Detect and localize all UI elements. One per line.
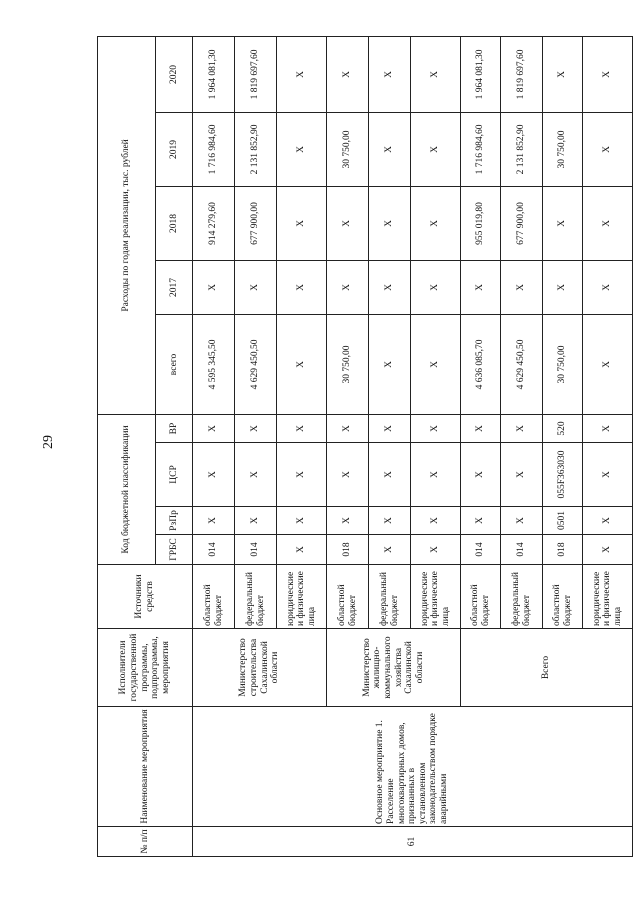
y2019-cell: 30 750,00 <box>543 112 583 186</box>
y2020-cell: Х <box>411 36 461 112</box>
total-cell: 30 750,00 <box>543 314 583 414</box>
vr-cell: Х <box>277 414 327 442</box>
y2018-cell: Х <box>327 186 369 260</box>
executor-construction: Министерство строительства Сахалинской области <box>193 629 327 707</box>
rzpr-cell: Х <box>411 507 461 535</box>
grbs-cell: Х <box>411 535 461 565</box>
header-grbs: ГРБС <box>156 535 193 565</box>
rzpr-cell: Х <box>327 507 369 535</box>
csr-cell: Х <box>583 443 633 507</box>
y2018-cell: Х <box>369 186 411 260</box>
vr-cell: Х <box>501 414 543 442</box>
grbs-cell: 014 <box>501 535 543 565</box>
total-cell: 4 629 450,50 <box>501 314 543 414</box>
rzpr-cell: Х <box>583 507 633 535</box>
y2020-cell: Х <box>543 36 583 112</box>
rzpr-cell: Х <box>369 507 411 535</box>
executor-housing: Министерство жилищно-коммунального хозяйства Сахалинской области <box>327 629 461 707</box>
header-vr: ВР <box>156 414 193 442</box>
grbs-cell: 018 <box>543 535 583 565</box>
vr-cell: Х <box>369 414 411 442</box>
header-expenses-group: Расходы по годам реализации, тыс. рублей <box>98 36 156 414</box>
csr-cell: Х <box>369 443 411 507</box>
header-executor: Исполнители государственной программы, подпрограммы, мероприятия <box>98 629 193 707</box>
y2019-cell: 1 716 984,60 <box>193 112 235 186</box>
y2019-cell: Х <box>411 112 461 186</box>
header-total: всего <box>156 314 193 414</box>
rotated-table-area <box>97 37 623 857</box>
vr-cell: Х <box>411 414 461 442</box>
y2017-cell: Х <box>411 260 461 314</box>
y2019-cell: Х <box>583 112 633 186</box>
y2017-cell: Х <box>369 260 411 314</box>
rzpr-cell: Х <box>461 507 501 535</box>
budget-table-wrapper <box>97 37 623 857</box>
total-cell: 4 629 450,50 <box>235 314 277 414</box>
vr-cell: 520 <box>543 414 583 442</box>
y2018-cell: Х <box>277 186 327 260</box>
y2017-cell: Х <box>583 260 633 314</box>
y2019-cell: 2 131 852,90 <box>501 112 543 186</box>
csr-cell: Х <box>501 443 543 507</box>
header-row-1 <box>98 36 156 856</box>
y2019-cell: Х <box>369 112 411 186</box>
header-2019: 2019 <box>156 112 193 186</box>
total-cell: Х <box>583 314 633 414</box>
grbs-cell: 018 <box>327 535 369 565</box>
event-number: 61 <box>193 827 633 857</box>
y2017-cell: Х <box>461 260 501 314</box>
rzpr-cell: Х <box>501 507 543 535</box>
total-cell: 30 750,00 <box>327 314 369 414</box>
header-sources: Источники средств <box>98 565 193 629</box>
grbs-cell: 014 <box>461 535 501 565</box>
header-code-group: Код бюджетной классификации <box>98 414 156 564</box>
table-row <box>193 36 235 856</box>
header-rzpr: РзПр <box>156 507 193 535</box>
grbs-cell: Х <box>583 535 633 565</box>
event-name: Основное мероприятие 1. Расселение многоквартирных домов, признанных в установленном законодательством порядке аварийными <box>193 707 633 827</box>
vr-cell: Х <box>235 414 277 442</box>
y2019-cell: 30 750,00 <box>327 112 369 186</box>
vr-cell: Х <box>583 414 633 442</box>
y2018-cell: 677 900,00 <box>501 186 543 260</box>
grbs-cell: Х <box>369 535 411 565</box>
source-cell: областной бюджет <box>543 565 583 629</box>
source-cell: областной бюджет <box>193 565 235 629</box>
source-cell: юридические и физические лица <box>277 565 327 629</box>
y2017-cell: Х <box>543 260 583 314</box>
csr-cell: Х <box>411 443 461 507</box>
y2017-cell: Х <box>501 260 543 314</box>
grbs-cell: Х <box>277 535 327 565</box>
source-cell: федеральный бюджет <box>501 565 543 629</box>
grbs-cell: 014 <box>193 535 235 565</box>
header-name: Наименование мероприятия <box>98 707 193 827</box>
source-cell: областной бюджет <box>461 565 501 629</box>
header-2018: 2018 <box>156 186 193 260</box>
y2020-cell: Х <box>327 36 369 112</box>
csr-cell: Х <box>277 443 327 507</box>
vr-cell: Х <box>193 414 235 442</box>
y2020-cell: 1 964 081,30 <box>193 36 235 112</box>
source-cell: юридические и физические лица <box>583 565 633 629</box>
csr-cell: Х <box>235 443 277 507</box>
rzpr-cell: Х <box>235 507 277 535</box>
total-cell: 4 636 085,70 <box>461 314 501 414</box>
vr-cell: Х <box>461 414 501 442</box>
y2020-cell: 1 819 697,60 <box>501 36 543 112</box>
csr-cell: Х <box>327 443 369 507</box>
csr-cell: Х <box>461 443 501 507</box>
y2019-cell: Х <box>277 112 327 186</box>
vr-cell: Х <box>327 414 369 442</box>
total-cell: Х <box>277 314 327 414</box>
y2018-cell: 677 900,00 <box>235 186 277 260</box>
header-2020: 2020 <box>156 36 193 112</box>
header-csr: ЦСР <box>156 443 193 507</box>
y2020-cell: 1 819 697,60 <box>235 36 277 112</box>
rzpr-cell: Х <box>277 507 327 535</box>
y2019-cell: 2 131 852,90 <box>235 112 277 186</box>
rzpr-cell: Х <box>193 507 235 535</box>
total-cell: Х <box>411 314 461 414</box>
header-no: № п/п <box>98 827 193 857</box>
y2018-cell: Х <box>583 186 633 260</box>
y2017-cell: Х <box>277 260 327 314</box>
header-2017: 2017 <box>156 260 193 314</box>
grbs-cell: 014 <box>235 535 277 565</box>
total-cell: Х <box>369 314 411 414</box>
csr-cell: 055F363030 <box>543 443 583 507</box>
executor-total: Всего <box>461 629 633 707</box>
y2017-cell: Х <box>327 260 369 314</box>
y2017-cell: Х <box>235 260 277 314</box>
y2017-cell: Х <box>193 260 235 314</box>
y2018-cell: Х <box>411 186 461 260</box>
source-cell: юридические и физические лица <box>411 565 461 629</box>
y2020-cell: Х <box>277 36 327 112</box>
y2020-cell: Х <box>369 36 411 112</box>
y2018-cell: Х <box>543 186 583 260</box>
y2020-cell: Х <box>583 36 633 112</box>
rzpr-cell: 0501 <box>543 507 583 535</box>
csr-cell: Х <box>193 443 235 507</box>
y2018-cell: 955 019,80 <box>461 186 501 260</box>
source-cell: федеральный бюджет <box>235 565 277 629</box>
page-number: 29 <box>41 435 56 449</box>
budget-table <box>97 36 633 857</box>
source-cell: областной бюджет <box>327 565 369 629</box>
y2020-cell: 1 964 081,30 <box>461 36 501 112</box>
source-cell: федеральный бюджет <box>369 565 411 629</box>
y2018-cell: 914 279,60 <box>193 186 235 260</box>
y2019-cell: 1 716 984,60 <box>461 112 501 186</box>
total-cell: 4 595 345,50 <box>193 314 235 414</box>
